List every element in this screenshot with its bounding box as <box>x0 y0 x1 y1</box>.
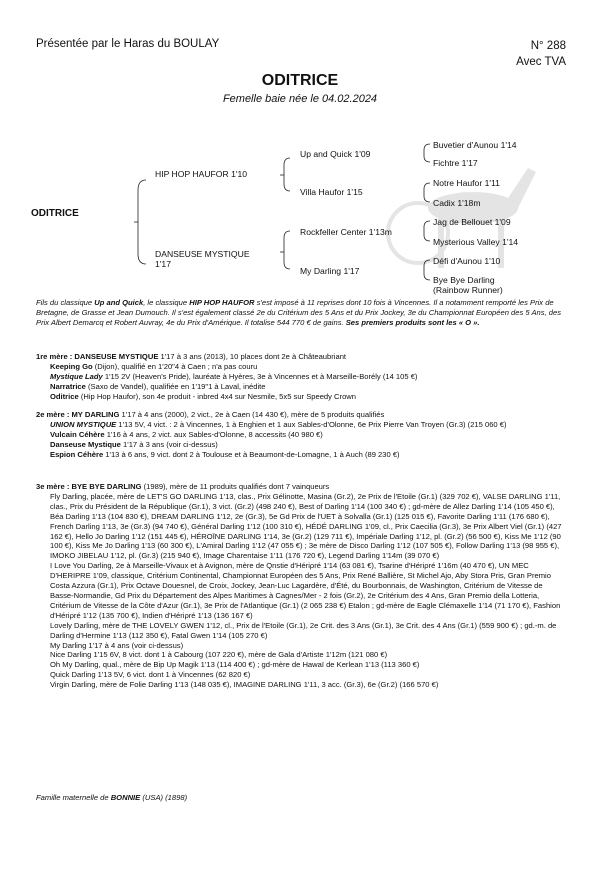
horse-description: Femelle baie née le 04.02.2024 <box>222 93 378 105</box>
produce-name: Narratrice <box>50 381 86 391</box>
produce-name: Vulcain Céhère <box>50 429 105 439</box>
footer-bold: BONNIE <box>110 793 141 802</box>
vat-label: Avec TVA <box>516 56 566 68</box>
produce-line <box>36 420 564 430</box>
produce-line-nice: Nice Darling 1'15 6V, 8 vict. dont 1 à Cabourg (107 220 €), mère de Gala d'Artiste 1'12m (121 080 €) <box>50 650 388 660</box>
pedigree-dam-dam: My Darling 1'17 <box>300 266 360 276</box>
pedigree-sdd: Cadix 1'18m <box>433 198 481 208</box>
pedigree-dsd: Mysterious Valley 1'14 <box>433 237 519 247</box>
first-dam-heading <box>36 352 564 362</box>
produce-line-my: My Darling 1'17 à 4 ans (voir ci-dessus) <box>50 640 184 650</box>
produce-text: (Hip Hop Haufor), son 4e produit - inbred 4x4 sur Nesmile, 5x5 sur Speedy Crown <box>78 391 357 401</box>
second-dam-heading <box>36 410 564 420</box>
dam-name: BYE BYE DARLING <box>71 482 142 491</box>
produce-name: Espion Céhère <box>50 449 104 459</box>
dam-name: DANSEUSE MYSTIQUE <box>74 352 159 361</box>
produce-line-oh: Oh My Darling, qual., mère de Bip Up Magik 1'13 (114 400 €) ; gd-mère de Hawaï de Kerlean 1'13 (113 360 €) <box>50 660 420 670</box>
produce-paragraph-lovely: Lovely Darling, mère de THE LOVELY GWEN 1'12, cl., Prix de l'Etoile (Gr.1), 2e Crit. des 3 Ans (Gr.1), 3e Crit. des 4 Ans (Gr.1) (559 900 €) ; gd.-m. de Darling d'Hermine 1'13 (112 350 €), Fatal Gwen 1'14 (105 270 €) <box>50 620 557 640</box>
lot-number: N° 288 <box>530 40 566 52</box>
produce-paragraph-fly: Fly Darling, placée, mère de LET'S GO DARLING 1'13, clas., Prix Gélinotte, Masina (Gr.2), 2e Prix de l'Etoile (Gr.1) (329 702 €), VALSE DARLING 1'11, clas., Prix du Président de la République (Gr.1), 3 vict. (Gr.2) (498 240 €), Best of Darling 1'14 (100 340 €) ; gd-mère de Allez Darling 1'14 (105 450 €), Béa Darling 1'13 (104 830 €), DREAM DARLING 1'12, 2e (Gr.3), 5e Gd Prix de l'UET à Solvalla (Gr.1) (125 015 €), Favorite Darling 1'11 (176 680 €), French Darling 1'13, 3e (Gr.3) (94 740 €), Général Darling 1'12 (100 310 €), HÉDÉ DARLING 1'09, cl., Prix Caecilia (Gr.3), 3e Prix Albert Viel (Gr.1) (427 162 €), Hello Jo Darling 1'12 (151 445 €), HÉROÏNE DARLING 1'14, 3e (Gr.2) (129 711 €), Impériale Darling 1'12, pl. (Gr.2) (56 500 €), Kiss Me 1'12 (90 100 €), Kiss Me Jo Darling 1'13 (60 300 €), L'Amiral Darling 1'12 (47 055 €) ; 3e mère de Disco Darling 1'12 (107 505 €), Follow Darling 1'13 (98 955 €), IMOKO JIBELAU 1'12, pl. (Gr.3) (215 940 €), Image Charentaise 1'11 (176 720 €), Legend Darling 1'14m (39 070 €) <box>50 491 562 561</box>
pedigree-sire-sire: Up and Quick 1'09 <box>300 149 371 159</box>
produce-name: Oditrice <box>50 391 79 401</box>
produce-line <box>36 382 564 392</box>
second-dam-section <box>36 410 564 460</box>
blurb-bold: Up and Quick <box>94 298 144 307</box>
pedigree-dss: Jag de Bellouet 1'09 <box>433 217 511 227</box>
ddd-name: Bye Bye Darling <box>433 275 495 285</box>
third-dam-section <box>36 482 564 690</box>
produce-line-quick: Quick Darling 1'13 5V, 6 vict. dont 1 à Vincennes (62 820 €) <box>50 670 251 680</box>
pedigree-subject: ODITRICE <box>31 208 79 219</box>
footer-text: (USA) (1898) <box>140 793 188 802</box>
pedigree-dam-sire: Rockfeller Center 1'13m <box>300 227 392 237</box>
pedigree-ddd <box>433 276 503 295</box>
presenter-line: Présentée par le Haras du BOULAY <box>36 38 220 50</box>
pedigree-ssd: Fichtre 1'17 <box>433 158 478 168</box>
blurb-text: , le classique <box>143 298 190 307</box>
pedigree-sds: Notre Haufor 1'11 <box>433 178 500 188</box>
produce-text: 1'15 2V (Heaven's Pride), lauréate à Hyères, 3e à Vincennes et à Marseille-Borély (14 105 €) <box>102 371 418 381</box>
produce-name: Keeping Go <box>50 361 93 371</box>
produce-line <box>36 372 564 382</box>
pedigree-sss: Buvetier d'Aunou 1'14 <box>433 140 517 150</box>
produce-line <box>36 430 564 440</box>
produce-name: Mystique Lady <box>50 371 103 381</box>
produce-line-virgin: Virgin Darling, mère de Folie Darling 1'13 (148 035 €), IMAGINE DARLING 1'11, 3 acc. (Gr.3), 6e (Gr.2) (166 570 €) <box>50 680 439 690</box>
produce-text: 1'16 à 4 ans, 2 vict. aux Sables-d'Olonne, 8 accessits (40 980 €) <box>104 429 323 439</box>
produce-text: 1'17 à 3 ans (voir ci-dessus) <box>120 439 218 449</box>
pedigree-dam <box>155 249 250 269</box>
dam-text: 1'17 à 3 ans (2013), 10 places dont 2e à Châteaubriant <box>158 352 347 361</box>
produce-text: 1'13 5V, 4 vict. : 2 à Vincennes, 1 à Enghien et 1 aux Sables-d'Olonne, 6e Prix Pierre Van Troyen (Gr.3) (215 060 €) <box>116 419 507 429</box>
produce-paragraph-ilove: I Love You Darling, 2e à Marseille-Vivaux et à Avignon, mère de Qnstie d'Hériρré 1'14 (63 081 €), Tsarine d'Hériρré 1'16m (40 470 €), UN MEC D'HERIPRE 1'09, classique, Critérium Continental, Championnat Européen des 5 Ans, Prix René Ballière, St Michel Ajo, Aby Stora Pris, Gran Premio Costa Azzura (Gr.1), Prix Octave Douesnel, de Croix, Jockey, Jean-Luc Lagardère, d'Été, du Bourbonnais, de Washington, Critérium de Vitesse de Basse-Normandie, Gd Prix du Département des Alpes Maritimes à Cagnes/Mer - 2 fois (Gr.2), 2e Critérium des 4 Ans, Gran Premio della Lotteria, Critérium de Vitesse de la Côte d'Azur (Gr.1), 3e Prix de l'Atlantique (Gr.1) (2 065 238 €) Etalon ; gd-mère de Eagle Clémaxelle 1'14 (71 170 €), Fashion d'Hériρré 1'12 (135 700 €), Indien d'Hériρré 1'13 (136 167 €) <box>50 561 561 620</box>
section-label: 1re mère : <box>36 352 75 361</box>
first-dam-section <box>36 352 564 402</box>
produce-line <box>36 450 564 460</box>
third-dam-heading <box>36 482 564 492</box>
pedigree-sire-dam: Villa Haufor 1'15 <box>300 187 363 197</box>
blurb-text: s'est imposé à 11 reprises dont 10 fois à Vincennes. Il a notamment remporté les Prix de Bretagne, de Grasse et Jean Dumouch. Il s'est également classé 2e du Critérium des 5 Ans et du Prix Jockey, 3e du Championnat Européen des 5 Ans, des Prix Albert Demarcq et Robert Auvray, 4e du Prix d'Amérique. Il totalise 544 770 € de gains. <box>36 298 562 328</box>
produce-line <box>36 392 564 402</box>
footer-text: Famille maternelle de <box>36 793 111 802</box>
produce-name: UNION MYSTIQUE <box>50 419 117 429</box>
blurb-bold: Ses premiers produits sont les « O ». <box>345 318 480 328</box>
produce-line <box>36 362 564 372</box>
produce-name: Danseuse Mystique <box>50 439 121 449</box>
dam-name: MY DARLING <box>71 410 120 419</box>
dam-record-line: 1'17 <box>155 259 171 269</box>
section-label: 3e mère : <box>36 482 72 491</box>
section-label: 2e mère : <box>36 410 72 419</box>
produce-line <box>36 440 564 450</box>
ddd-sire: (Rainbow Runner) <box>433 284 503 295</box>
dam-text: (1989), mère de 11 produits qualifiés dont 7 vainqueurs <box>141 482 330 491</box>
produce-text: 1'13 à 6 ans, 9 vict. dont 2 à Toulouse et à Beaumont-de-Lomagne, 1 à Auch (89 230 €) <box>103 449 400 459</box>
dam-text: 1'17 à 4 ans (2000), 2 vict., 2e à Caen (14 430 €), mère de 5 produits qualifiés <box>119 410 385 419</box>
maternal-family-note <box>36 793 187 802</box>
pedigree-sire: HIP HOP HAUFOR 1'10 <box>155 169 248 179</box>
pedigree-dds: Défi d'Aunou 1'10 <box>433 256 501 266</box>
dam-name-line: DANSEUSE MYSTIQUE <box>155 249 250 259</box>
horse-name: ODITRICE <box>261 72 339 89</box>
produce-text: (Dijon), qualifié en 1'20"4 à Caen ; n'a pas couru <box>92 361 258 371</box>
blurb-text: Fils du classique <box>36 298 95 307</box>
blurb-bold: HIP HOP HAUFOR <box>189 298 255 307</box>
produce-text: (Saxo de Vandel), qualifiée en 1'19"1 à Laval, inédite <box>85 381 266 391</box>
sire-blurb <box>36 298 566 329</box>
